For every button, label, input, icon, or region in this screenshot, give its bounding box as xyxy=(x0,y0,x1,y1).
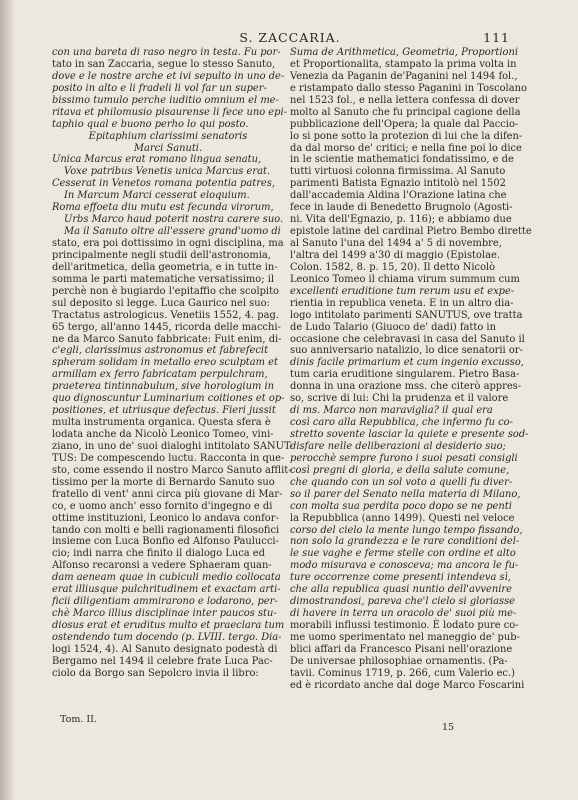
text-line: Unica Marcus erat romano lingua senatu, xyxy=(52,154,262,166)
text-line: excellenti eruditione tum rerum usu et expe- xyxy=(290,285,515,297)
text-line: ni. Vita dell'Egnazio, p. 116); e abbiamo due xyxy=(290,214,512,226)
text-line: sul deposito si legge. Luca Gaurico nel suo: xyxy=(52,297,270,309)
text-line: molto al Sanuto che fu principal cagione della xyxy=(290,106,521,118)
text-line: somma le parti matematiche versatissimo; il xyxy=(52,273,275,285)
text-line: erat illiusque pulchritudinem et exactam arti- xyxy=(52,584,281,596)
text-line: fece in laude di Benedetto Brugnolo (Agosti- xyxy=(290,202,513,214)
text-line: Voxe patribus Venetis unica Marcus erat. xyxy=(64,166,271,178)
text-line: taphio qual e buono perho lo qui posto. xyxy=(52,118,249,130)
text-line: dell'aritmetica, della geometria, e in tutte in- xyxy=(52,261,278,273)
text-line: so il parer del Senato nella materia di Milano, xyxy=(290,488,521,500)
text-line: non solo la grandezza e le rare conditioni del- xyxy=(290,536,520,548)
text-line: Roma effoeta diu mutu est fecunda virorum, xyxy=(52,202,274,214)
text-line: stretto sovente lasciar la quiete e presente sod- xyxy=(290,429,529,440)
text-line: ziano, in uno de' suoi dialoghi intitolato SANUT- xyxy=(52,440,293,452)
text-line: Cesserat in Venetos romana potentia patres, xyxy=(52,178,275,190)
text-line: Venezia da Paganin de'Paganini nel 1494 fol., xyxy=(290,70,518,82)
text-line: Ma il Sanuto oltre all'essere grand'uomo di xyxy=(64,226,281,238)
text-line: ficii diligentiam ammirarono e lodarono, per- xyxy=(52,596,278,608)
text-line: so, scrive di lui: Chi la prudenza et il valore xyxy=(290,393,509,405)
text-line: Bergamo nel 1494 il celebre frate Luca Pac- xyxy=(52,655,273,667)
text-line: la Repubblica (anno 1499). Questi nel veloce xyxy=(290,512,515,524)
text-line: al Sanuto l'una del 1494 a' 5 di novembre, xyxy=(290,238,502,249)
text-line: modo misurava e conosceva; ma ancora le fu- xyxy=(290,560,519,572)
text-line: lodata anche da Nicolò Leonico Tomeo, vini- xyxy=(52,429,274,440)
text-line: Alfonso recaronsi a vedere Sphaeram quan- xyxy=(52,560,272,572)
text-line: et Proportionalita, stampato la prima volta in xyxy=(290,58,517,70)
text-line: de Ludo Talario (Giuoco de' dadi) fatto in xyxy=(290,321,496,333)
text-line: Tractatus astrologicus. Venetiis 1552, 4. pag. xyxy=(52,309,279,321)
text-line: tissimo per la morte di Bernardo Sanuto suo xyxy=(52,476,275,488)
text-line: morabili influssi testimonio. È lodato pure co- xyxy=(290,620,519,631)
text-line: blici affari da Francesco Pisani nell'orazione xyxy=(290,643,513,655)
text-line: Marci Sanuti. xyxy=(133,142,203,154)
text-line: In Marcum Marci cesserat eloquium. xyxy=(64,190,250,202)
text-line: corso del cielo la mente lungo tempo fissando, xyxy=(290,524,523,536)
text-line: dam aeneam quae in cubiculi medio collocata xyxy=(52,572,281,584)
text-line: che alla republica quasi nuntio dell'avvenire xyxy=(290,584,512,596)
text-line: perchè non è bugiardo l'epitaffio che scolpito xyxy=(52,285,279,297)
text-line: Epitaphium clarissimi senatoris xyxy=(88,130,248,142)
text-line: c'egli, clarissimus astronomus et fabrefecit xyxy=(52,345,269,357)
text-line: 65 tergo, all'anno 1445, ricorda delle macchi- xyxy=(52,321,281,333)
text-line: tutti virtuosi colonna firmissima. Al Sanuto xyxy=(290,166,506,178)
text-line: dinis facile primarium et cum ingenio excusso, xyxy=(290,357,524,369)
text-line: nel 1523 fol., e nella lettera confessa di dover xyxy=(290,94,520,106)
text-line: occasione che celebravasi in casa del Sanuto il xyxy=(290,333,525,345)
text-line: ottime instituzioni, Leonico lo andava confor- xyxy=(52,512,279,524)
text-line: parimenti Batista Egnazio intitolò nel 1502 xyxy=(290,178,506,190)
left-text-column xyxy=(52,47,293,680)
text-line: di havere in terra un oracolo de' suoi più me- xyxy=(290,608,517,620)
text-line: così caro alla Repubblica, che infermo fu co- xyxy=(290,417,513,429)
text-line: principalmente negli studii dell'astronomia, xyxy=(52,249,271,261)
text-line: donna in una orazione mss. che citerò appres- xyxy=(290,381,522,393)
text-line: TUS: De compescendo luctu. Racconta in que- xyxy=(52,452,285,464)
text-line: dall'accademia Aldina l'Orazione latina che xyxy=(290,190,507,202)
signature-mark: Tom. II. xyxy=(60,714,97,725)
header-title: S. ZACCARIA. xyxy=(239,30,341,45)
text-line: cio; indi narra che finito il dialogo Luca ed xyxy=(52,548,265,560)
text-line: dimostrandosi, pareva che'l cielo si gloriasse xyxy=(290,596,515,608)
text-line: bissimo tumulo perche iuditio omnium el me- xyxy=(52,94,279,106)
text-line: di ms. Marco non maraviglia? il qual era xyxy=(290,405,493,417)
text-line: suo anniversario natalizio, lo dice senatorii or- xyxy=(290,345,523,357)
text-line: diosus erat et eruditus multo et praeclara tum xyxy=(52,620,285,631)
text-line: le sue vaghe e ferme stelle con ordine et alto xyxy=(290,548,516,560)
text-line: con molta sua perdita poco dopo se ne penti xyxy=(290,500,512,512)
page-number: 111 xyxy=(483,30,510,45)
text-line: ritava et philomusio pisaurense li fece uno epi- xyxy=(52,106,287,118)
text-line: chè Marco illius disciplinae inter paucos stu- xyxy=(52,608,277,620)
text-line: dove e le nostre arche et ivi sepulto in uno de- xyxy=(52,70,285,82)
text-line: insieme con Luca Bonfio ed Alfonso Paulucci- xyxy=(52,536,279,548)
text-line: positiones, et utriusque defectus. Fieri jussit xyxy=(52,405,276,417)
text-line: perocchè sempre furono i suoi pesati consigli xyxy=(290,452,518,464)
text-line: stato, era poi dottissimo in ogni disciplina, ma xyxy=(52,238,284,249)
text-line: Leonico Tomeo il chiama virum summum cum xyxy=(290,273,520,285)
page-gutter-shadow xyxy=(0,0,14,800)
text-line: Urbs Marco haud poterit nostra carere suo. xyxy=(64,214,284,226)
text-line: rientia in republica veneta. E in un altro dia- xyxy=(290,297,514,309)
text-line: ne da Marco Sanuto fabbricate: Fuit enim, di- xyxy=(52,333,282,345)
text-line: De universae philosophiae ornamentis. (Pa- xyxy=(290,655,508,667)
text-line: da dal morso de' critici; e nella fine poi lo dice xyxy=(290,142,522,154)
text-line: Suma de Arithmetica, Geometria, Proportioni xyxy=(290,47,518,58)
text-line: co, e uomo anch' esso fornito d'ingegno e di xyxy=(52,500,273,512)
footer-number: 15 xyxy=(442,722,455,733)
text-line: Colon. 1582, 8. p. 15, 20). Il detto Nicolò xyxy=(290,261,496,273)
text-line: armillam ex ferro fabricatam perpulchram, xyxy=(52,369,268,381)
text-line: che quando con un sol voto a quelli fu diver- xyxy=(290,476,513,488)
text-line: ed è ricordato anche dal doge Marco Foscarini xyxy=(290,679,525,691)
text-line: spheram solidam in metallo ereo sculptam et xyxy=(52,357,278,369)
text-line: epistole latine del cardinal Pietro Bembo dirette xyxy=(290,226,532,238)
text-line: multa instrumenta organica. Questa sfera è xyxy=(52,417,271,429)
text-line: con una bareta di raso negro in testa. Fu por- xyxy=(52,47,281,58)
text-line: praeterea tintinnabulum, sive horologium in xyxy=(52,381,274,393)
text-line: sto, come essendo il nostro Marco Sanuto afflit- xyxy=(52,464,292,476)
right-text-column xyxy=(290,47,532,692)
text-line: ostendendo tum docendo (p. LVIII. tergo. Dia- xyxy=(52,631,282,643)
text-line: fratello di vent' anni circa più giovane di Mar- xyxy=(52,488,283,500)
text-line: me uomo sperimentato nel maneggio de' pub- xyxy=(290,631,520,643)
text-line: logi 1524, 4). Al Sanuto designato podestà di xyxy=(52,643,278,655)
text-line: disfare nelle deliberazioni al desiderio suo; xyxy=(290,440,506,452)
text-line: l'altra del 1499 a'30 di maggio (Epistolae. xyxy=(290,249,500,261)
text-line: e ristampato dallo stesso Paganini in Toscolano xyxy=(290,82,527,94)
text-line: logo intitolato parimenti SANUTUS, ove tratta xyxy=(290,309,523,321)
text-line: lo si pone sotto la protezion di lui che la difen- xyxy=(290,130,523,142)
text-line: ture occorrenze come presenti intendeva sì, xyxy=(290,572,511,584)
text-line: tum caria eruditione singularem. Pietro Basa- xyxy=(290,369,520,381)
text-line: posito in alto e li fradeli li vol far un super- xyxy=(52,82,267,94)
text-line: in le scientie mathematici fondatissimo, e de xyxy=(290,154,514,166)
running-header xyxy=(70,30,510,44)
text-line: tavii. Cominus 1719, p. 266, cum Valerio ec.) xyxy=(290,667,515,679)
text-line: quo dignoscuntur Luminarium coitiones et op- xyxy=(52,393,285,405)
text-line: ciolo da Borgo san Sepolcro invia il libro: xyxy=(52,667,259,679)
text-line: pubblicazione dell'Opera; la quale dal Paccio- xyxy=(290,118,519,130)
text-line: così pregni di gloria, e della salute comune, xyxy=(290,464,510,476)
text-line: tando con molti e belli ragionamenti filosofici xyxy=(52,524,280,536)
text-line: tato in san Zaccaria, segue lo stesso Sanuto, xyxy=(52,58,276,70)
